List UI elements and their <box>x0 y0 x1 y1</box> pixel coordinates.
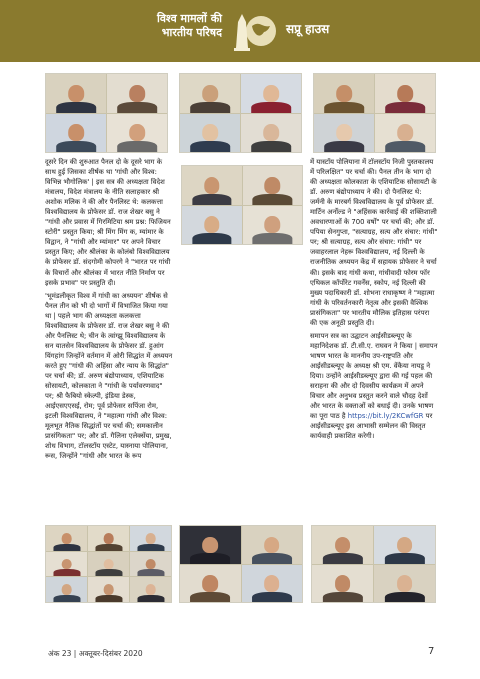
issue-info: अंक 23 | अक्तूबर-दिसंबर 2020 <box>48 649 143 658</box>
page-number: 7 <box>428 646 435 657</box>
icwa-logo-icon <box>228 8 282 58</box>
closing-session-tail: पर आईसीडब्ल्यूए इस आभासी सम्मेलन की विस्तृत कार्यवाही प्रकाशित करेगी। <box>310 412 433 441</box>
article-column-right <box>310 157 438 444</box>
speech-link[interactable]: https://bit.ly/2KCwfGR <box>347 412 424 421</box>
webinar-photo-7 <box>311 525 436 603</box>
webinar-photo-5 <box>45 525 172 603</box>
article-paragraph: में यास्टाॅय पोलियाना में टॉलस्टॉय निजी पुस्तकालय में परिलक्षित" पर चर्चा की। पैनल तीन के भाग दो की अध्यक्षता कोलकाता के एशियाटिक सोसायटी के डॉ. अरुण बंद्योपाध्याय ने की। दो पैनलिस्ट थे: जर्मनी के मारबर्ग विश्वविद्यालय के पूर्व प्रोफेसर डॉ. मार्टिन अर्नोल्ड ने "अहिंसक कार्रवाई की शक्तिशाली अवधारणाओं के 700 वर्षों" पर चर्चा की; और डॉ. पपिया सेनगुप्ता, "सत्याग्रह, सत्य और संचार: गांधी" पर; श्री सत्याग्रह, सत्य और संचार: गांधी" पर जवाहरलाल नेहरू विश्वविद्यालय, नई दिल्ली के राजनीतिक अध्ययन केंद्र में सहायक प्रोफेसर ने चर्चा की। इसके बाद गांधी कथा, गांधीवादी फोरम फॉर एथिकल कॉर्पोरेट गवर्नेंस, स्कोप, नई दिल्ली की मुख्य पदाधिकारी डॉ. शोभना राधाकृष्ण ने "महात्मा गांधी के परिवर्तनकारी नेतृत्व और इसकी वैश्विक प्रासंगिकता" पर भारतीय मौलिक इतिहास परंपरा की एक अनूठी प्रस्तुति दी। <box>310 158 438 327</box>
webinar-photo-2 <box>179 73 302 153</box>
webinar-photo-3 <box>313 73 436 153</box>
org-name-line2: भारतीय परिषद <box>161 26 222 39</box>
org-name <box>140 12 222 40</box>
article-column-left <box>45 157 173 464</box>
webinar-photo-1 <box>45 73 168 153</box>
article-paragraph: 'भूमंडलीकृत विश्व में गांधी का अध्ययन' शीर्षक से पैनल तीन को भी दो भागों में विभाजित किया गया था | पहले भाग की अध्यक्षता कलकत्ता विश्वविद्यालय के प्रोफेसर डॉ. राज शेखर बसु ने की और पैनलिस्ट थे; चीन के त्वांग्झू विश्वविद्यालय के सन यातसेन विश्वविद्यालय के प्रोफेसर डॉ. हुआंग यिंगहांग जिन्होंने वर्तमान में ओरी सिद्धांत में अध्ययन करते हुए "गांधी की अहिंसा और न्याय के सिद्धांत" पर चर्चा की; डॉ. अरुण बंद्योपाध्याय, एशियाटिक सोसायटी, कोलकाता ने "गांधी के पर्यावरणवाद" पर; श्री फैबियो स्केल्पी, इंडिया डेस्क, आईएसएएसई, रोम; पूर्व प्रोफेसर सपिंजा रोम, इटली विश्वविद्यालय, ने "महात्मा गांधी और विश्व: मूलभूत नैतिक सिद्धांतों पर चर्चा की; समकालीन प्रासंगिकता" पर; और डॉ. गैलिना एलेक्सेंया, प्रमुख, शोध विभाग, टॉलस्टॉय एस्टेट, यास्नाया पोलियाना, रूस, जिन्होंने "गांधी और भारत के रूप <box>45 291 173 461</box>
article-paragraph <box>310 331 438 442</box>
masthead <box>0 0 480 62</box>
webinar-photo-4 <box>181 165 303 245</box>
publisher-name: सप्रू हाउस <box>286 22 330 36</box>
webinar-photo-6 <box>179 525 303 603</box>
org-name-line1: विश्व मामलों की <box>156 12 222 25</box>
article-paragraph: दूसरे दिन की शुरुआत पैनल दो के दूसरे भाग के साथ हुई जिसका शीर्षक था 'गांधी और विश्व: विभिन्न भौगोलिक' | इस सत्र की अध्यक्षता विदेश मंत्रालय, विदेश मंत्रालय के नीति सलाहकार श्री अशोक मलिक ने की और पैनलिस्ट थे: कलकत्ता विश्वविद्यालय के प्रोफेसर डॉ. राज शेखर बसु ने "गांधी और प्रवास में गिरमिटिया श्रम प्रश्न: फिजियन स्टोरी" प्रस्तुत किया; श्री मिंग मिंग क, म्यांमार के विद्वान, ने "गांधी और म्यांमार" पर अपने विचार प्रस्तुत किए; और श्रीलंका के कोलंबो विश्वविद्यालय के प्रोफेसर डॉ. संदगोमी कोपरगे ने "भारत पर गांधी के विचारों और श्रीलंका में भारत नीति निर्माण पर इसके प्रभाव" पर प्रस्तुति दी। <box>45 158 171 287</box>
closing-session-text: समापन सत्र का उद्घाटन आईसीडब्ल्यूए के महानिदेशक डॉ. टी.सी.ए. राघवन ने किया | समापन भाषण भारत के माननीय उप-राष्ट्रपति और आईसीडब्ल्यूए के अध्यक्ष श्री एम. वेंकैया नायडू ने दिया। उन्होंने आईसीडब्ल्यूए द्वारा की गई पहल की सराहना की और दो दिवसीय कार्यक्रम में अपने विचार और अनुभव प्रस्तुत करने वाले चौदह देशों और भारत के वक्ताओं को बधाई दी। उनके भाषण का पूरा पाठ है <box>310 331 438 421</box>
